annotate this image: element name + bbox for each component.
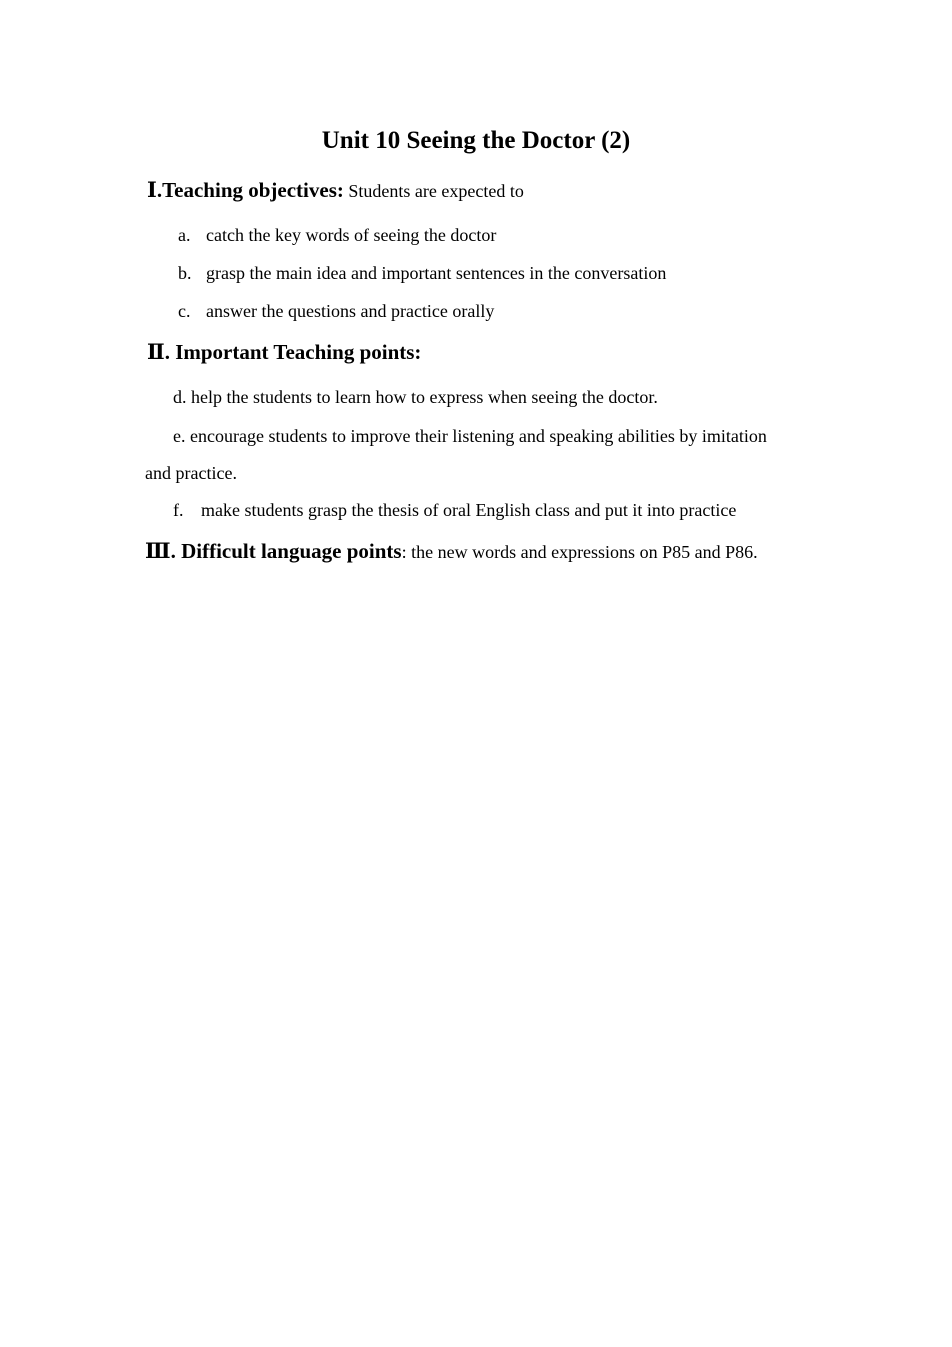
section-2-heading-line	[147, 340, 421, 365]
section-2-heading: Important Teaching points:	[169, 340, 422, 364]
section-1-numeral: Ⅰ.	[147, 178, 163, 202]
list-item-e-line-2: and practice.	[145, 463, 237, 483]
list-item-f-text: make students grasp the thesis of oral English class and put it into practice	[201, 500, 737, 520]
list-item-a-label: a.	[178, 225, 191, 245]
list-item-c	[178, 299, 494, 323]
section-3-heading: Difficult language points	[175, 539, 402, 563]
section-1-heading: Teaching objectives:	[162, 178, 344, 202]
section-3-text: : the new words and expressions on P85 and P86.	[401, 542, 758, 562]
section-3-heading-line	[145, 539, 758, 564]
list-item-a-text: catch the key words of seeing the doctor	[206, 225, 497, 245]
list-item-f-label: f.	[173, 500, 184, 520]
list-item-b-label: b.	[178, 263, 192, 283]
list-item-d: d. help the students to learn how to express when seeing the doctor.	[173, 387, 658, 407]
list-item-c-text: answer the questions and practice orally	[206, 301, 495, 321]
list-item-a	[178, 223, 496, 247]
list-item-b	[178, 261, 666, 285]
list-item-b-text: grasp the main idea and important sentences in the conversation	[206, 263, 667, 283]
section-3-numeral: Ⅲ.	[145, 539, 176, 563]
section-2-numeral: Ⅱ.	[147, 340, 170, 364]
list-item-c-label: c.	[178, 301, 191, 321]
list-item-e-line-1: e. encourage students to improve their listening and speaking abilities by imitation	[173, 426, 767, 446]
document-title: Unit 10 Seeing the Doctor (2)	[321, 127, 631, 154]
list-item-f	[173, 498, 736, 522]
section-1-intro-text: Students are expected to	[343, 181, 524, 201]
section-1-heading-line	[147, 178, 524, 203]
